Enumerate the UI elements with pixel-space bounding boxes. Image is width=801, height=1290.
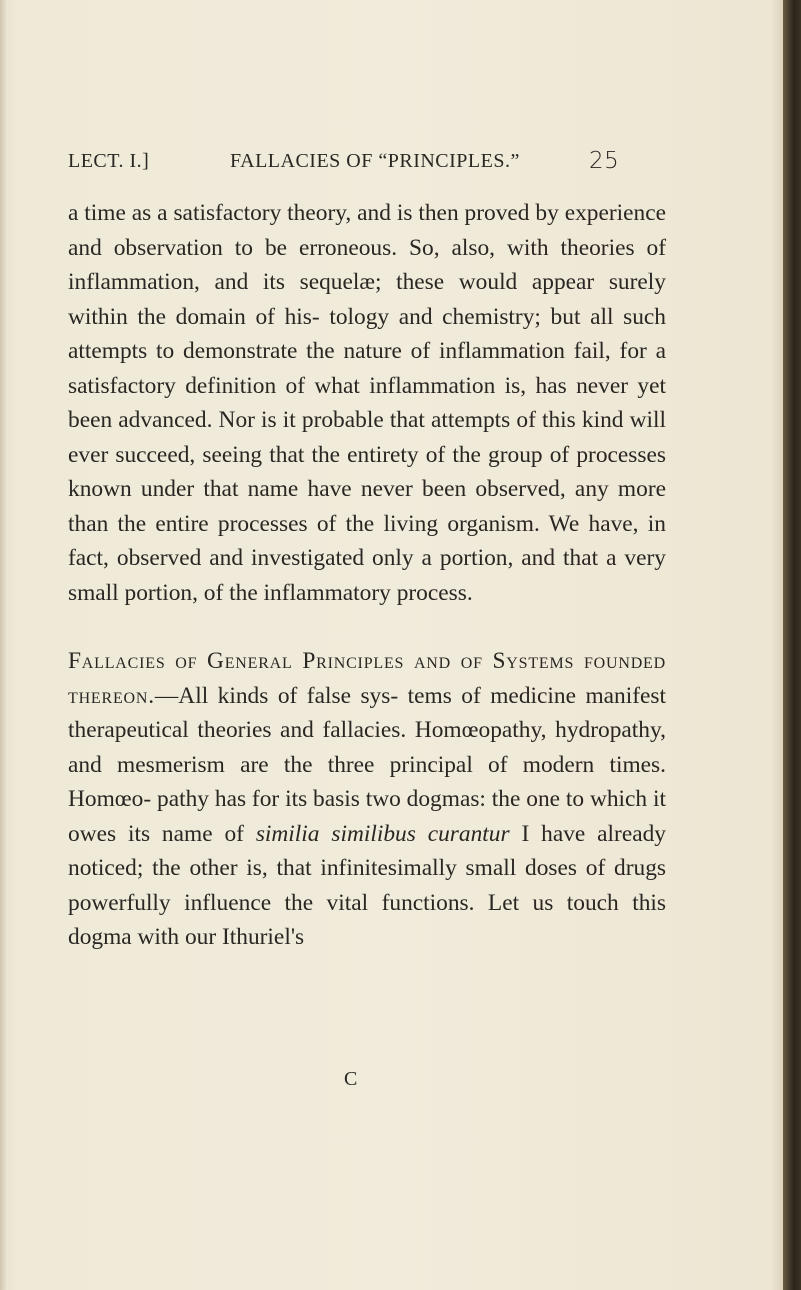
latin-phrase: similia similibus curantur — [255, 820, 510, 847]
page-left-edge — [0, 0, 8, 1290]
section-heading: Fallacies of General Principles and of Systems founded thereon. — [68, 648, 666, 709]
header-title: FALLACIES OF “PRINCIPLES.” — [230, 150, 520, 172]
paragraph-2-text-b: I have already noticed; the other is, that infinitesimally small doses of drugs powerfully influence the vital functions. Let us touch this dogma with our Ithuriel's — [68, 820, 667, 950]
paragraph-2 — [68, 644, 666, 955]
book-spine — [783, 0, 801, 1290]
paragraph-1: a time as a satisfactory theory, and is then proved by experience and observation to be erroneous. So, also, with theories of inflammation, and its sequelæ; these would appear surely within the domain of his- tology and chemistry; but all such attempts to demonstrate the nature of inflammation fail, for a satisfactory definition of what inflammation is, has never yet been advanced. Nor is it probable that attempts of this kind will ever succeed, seeing that the entirety of the group of processes known under that name have never been observed, any more than the entire processes of the living organism. We have, in fact, observed and investigated only a portion, and that a very small portion, of the inflammatory process. — [68, 200, 666, 606]
page-number: 25 — [589, 148, 620, 174]
signature-mark: C — [344, 1068, 358, 1090]
lecture-label: LECT. I.] — [68, 150, 150, 172]
running-header — [68, 148, 768, 184]
paragraph-2-text-a: —All kinds of false sys- tems of medicine manifest therapeutical theories and fallacies. Homœopathy, hydropathy, and mesmerism are the three principal of modern times. Homœo- pathy has for its basis two dogmas: the one to which it owes its name of — [68, 682, 666, 847]
body-text — [68, 196, 666, 955]
